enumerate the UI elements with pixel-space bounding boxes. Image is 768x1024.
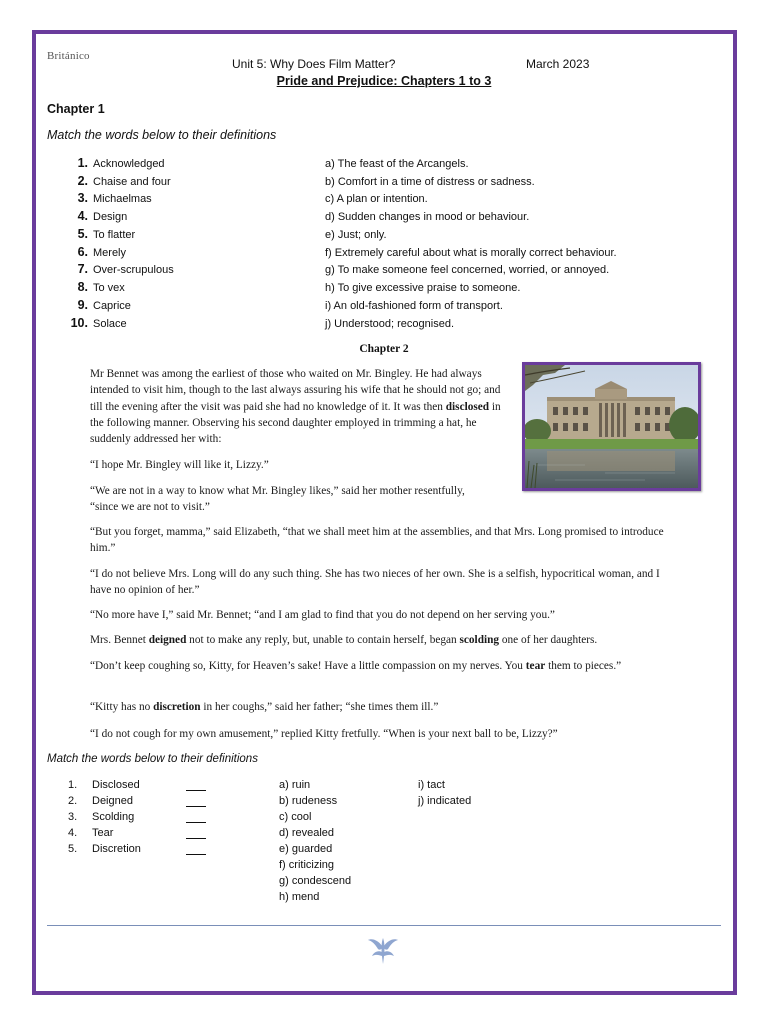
- vocab-definition: f) Extremely careful about what is morally correct behaviour.: [325, 247, 617, 259]
- vocab-row: [66, 158, 706, 175]
- passage-text: Mrs. Bennet: [90, 634, 149, 646]
- option-item: c) cool: [279, 811, 312, 823]
- exercise2-instruction: Match the words below to their definitions: [47, 753, 258, 765]
- option-item: h) mend: [279, 891, 320, 903]
- vocab-number: 9.: [77, 298, 88, 312]
- answer-blank[interactable]: [186, 795, 206, 807]
- vocab-word: Solace: [93, 318, 127, 330]
- passage-paragraph-2: “I hope Mr. Bingley will like it, Lizzy.”: [90, 459, 269, 471]
- vocab-word: Design: [93, 211, 128, 223]
- passage-text: one of her daughters.: [499, 634, 598, 646]
- passage-text: in her coughs,” said her father; “she times them ill.”: [200, 701, 439, 713]
- vocab-word: To vex: [93, 282, 125, 294]
- passage-text: not to make any reply, but, unable to contain herself, began: [186, 634, 460, 646]
- exercise2-word: Discretion: [92, 843, 141, 855]
- option-item: d) revealed: [279, 827, 335, 839]
- document-title: Pride and Prejudice: Chapters 1 to 3: [276, 74, 492, 88]
- unit-title: Unit 5: Why Does Film Matter?: [232, 57, 396, 71]
- footer-divider: [47, 925, 721, 926]
- passage-paragraph-5: “I do not believe Mrs. Long will do any such thing. She has two nieces of her own. She is a selfish, hypocritical woman, and I have no opinion of her.”: [90, 568, 660, 597]
- vocab-number: 1.: [77, 156, 88, 170]
- mansion-lake-image: [525, 365, 698, 488]
- vocab-number: 4.: [77, 209, 88, 223]
- vocab-highlight: tear: [525, 660, 546, 672]
- vocab-number: 2.: [77, 174, 88, 188]
- exercise2-word: Deigned: [92, 795, 133, 807]
- vocab-definition: e) Just; only.: [325, 229, 387, 241]
- passage-paragraph-1: [90, 366, 510, 447]
- passage-paragraph-8: [90, 658, 660, 674]
- vocab-row: [66, 247, 706, 264]
- vocab-definition: c) A plan or intention.: [325, 193, 428, 205]
- vocab-row: [66, 300, 706, 317]
- passage-text: in the following manner. Observing his second daughter employed in trimming a hat, he suddenly addressed her with:: [90, 400, 501, 446]
- exercise2-word: Scolding: [92, 811, 135, 823]
- vocab-word: Over-scrupulous: [93, 264, 174, 276]
- answer-blank[interactable]: [186, 811, 206, 823]
- vocab-word: To flatter: [93, 229, 136, 241]
- vocab-number: 3.: [77, 191, 88, 205]
- exercise2-number: 3.: [68, 811, 78, 823]
- exercise2-number: 5.: [68, 843, 78, 855]
- vocab-definition: j) Understood; recognised.: [325, 318, 455, 330]
- vocab-row: [66, 193, 706, 210]
- passage-paragraph-6: “No more have I,” said Mr. Bennet; “and I am glad to find that you do not depend on her serving you.”: [90, 609, 555, 621]
- vocab-highlight: discretion: [153, 701, 201, 713]
- vocab-number: 7.: [77, 262, 88, 276]
- answer-blank[interactable]: [186, 827, 206, 839]
- vocab-word: Chaise and four: [93, 176, 171, 188]
- option-item: f) criticizing: [279, 859, 335, 871]
- vocab-row: [66, 229, 706, 246]
- exercise2-word: Disclosed: [92, 779, 140, 791]
- vocab-number: 10.: [70, 316, 88, 330]
- vocab-definition: b) Comfort in a time of distress or sadness.: [325, 176, 535, 188]
- passage-text: “Don’t keep coughing so, Kitty, for Heaven’s sake! Have a little compassion on my nerves. You: [90, 660, 526, 672]
- chapter1-heading: Chapter 1: [47, 102, 105, 116]
- passage-paragraph-9: [90, 699, 690, 715]
- vocab-row: [66, 318, 706, 335]
- vocab-definition: g) To make someone feel concerned, worried, or annoyed.: [325, 264, 610, 276]
- vocab-highlight: disclosed: [445, 400, 490, 413]
- answer-blank[interactable]: [186, 779, 206, 791]
- answer-blank[interactable]: [186, 843, 206, 855]
- option-item: g) condescend: [279, 875, 352, 887]
- exercise2-number: 1.: [68, 779, 78, 791]
- vocab-row: [66, 176, 706, 193]
- britanico-logo: Británico: [47, 50, 90, 62]
- vocab-word: Merely: [93, 247, 127, 259]
- exercise2-number: 2.: [68, 795, 78, 807]
- option-item: i) tact: [418, 779, 445, 791]
- vocab-definition: a) The feast of the Arcangels.: [325, 158, 469, 170]
- lyme-park-photo: [522, 362, 701, 491]
- vocab-word: Acknowledged: [93, 158, 165, 170]
- vocab-row: [66, 282, 706, 299]
- vocab-definition: i) An old-fashioned form of transport.: [325, 300, 503, 312]
- passage-paragraph-3: “We are not in a way to know what Mr. Bingley likes,” said her mother resentfully, “since we are not to visit.”: [90, 485, 465, 514]
- passage-paragraph-7: [90, 632, 690, 648]
- vocab-number: 6.: [77, 245, 88, 259]
- option-item: j) indicated: [418, 795, 472, 807]
- exercise2-word: Tear: [92, 827, 114, 839]
- fleur-emblem-icon: [366, 934, 400, 971]
- passage-paragraph-10: “I do not cough for my own amusement,” replied Kitty fretfully. “When is your next ball to be, Lizzy?”: [90, 728, 558, 740]
- chapter1-instruction: Match the words below to their definitions: [47, 128, 277, 142]
- vocab-number: 5.: [77, 227, 88, 241]
- option-item: a) ruin: [279, 779, 311, 791]
- vocab-row: [66, 264, 706, 281]
- vocab-word: Caprice: [93, 300, 131, 312]
- passage-paragraph-4: “But you forget, mamma,” said Elizabeth, “that we shall meet him at the assemblies, and that Mrs. Long promised to introduce him.”: [90, 526, 664, 555]
- chapter2-heading: Chapter 2: [359, 343, 409, 355]
- vocab-row: [66, 211, 706, 228]
- vocab-number: 8.: [77, 280, 88, 294]
- passage-text: “Kitty has no: [90, 701, 154, 713]
- passage-text: Mr Bennet was among the earliest of those who waited on Mr. Bingley. He had always intended to visit him, though to the last always assuring his wife that he should not go; and till the evening after the visit was paid she had no knowledge of it. It was then: [90, 368, 501, 413]
- vocab-word: Michaelmas: [93, 193, 152, 205]
- vocab-definition: d) Sudden changes in mood or behaviour.: [325, 211, 530, 223]
- vocab-highlight: deigned: [148, 634, 187, 646]
- vocab-highlight: scolding: [459, 634, 500, 646]
- passage-text: them to pieces.”: [545, 660, 622, 672]
- exercise2-number: 4.: [68, 827, 78, 839]
- option-item: b) rudeness: [279, 795, 338, 807]
- option-item: e) guarded: [279, 843, 333, 855]
- document-date: March 2023: [526, 57, 590, 71]
- vocab-definition: h) To give excessive praise to someone.: [325, 282, 521, 294]
